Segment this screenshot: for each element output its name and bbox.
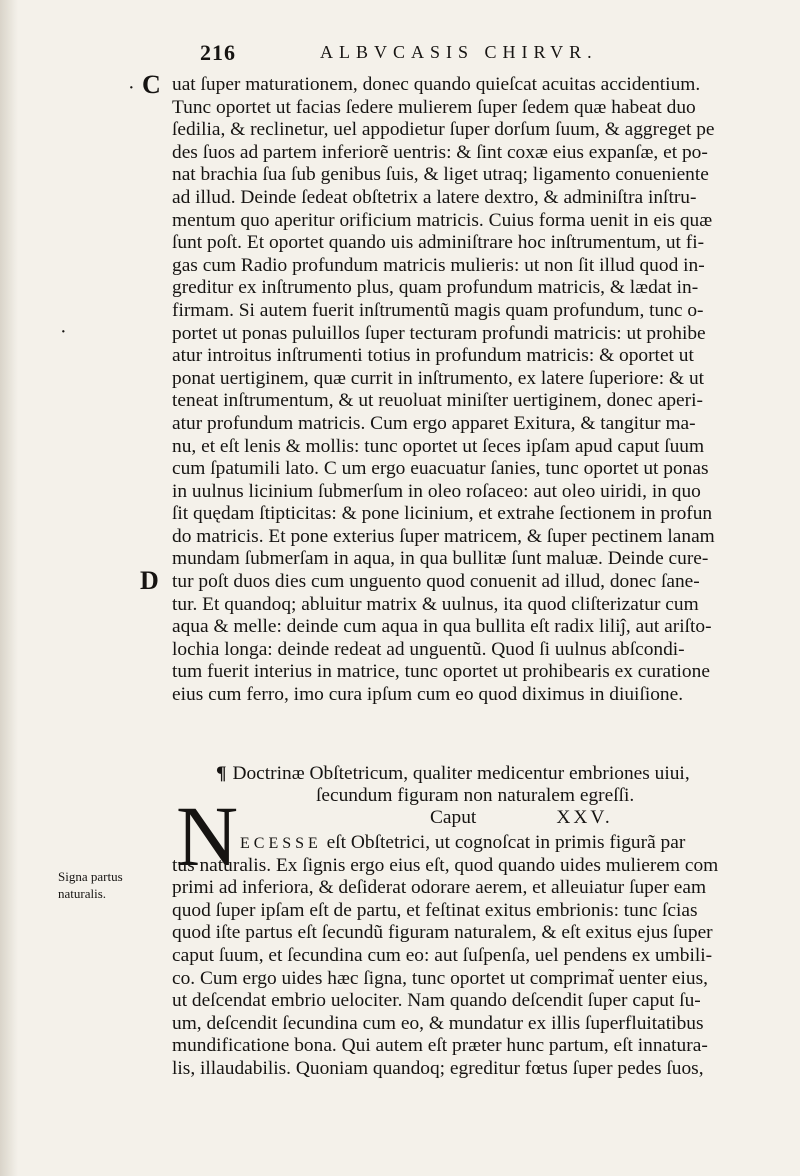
text-line: firmam. Si autem fuerit inſtrumentũ magis quam profundum, tunc o- [172,299,704,321]
text-line: cum ſpatumili lato. C um ergo euacuatur ſanies, tunc oportet ut ponas [172,458,709,480]
text-line: um, deſcendit ſecundina cum eo, & mundatur ex illis ſuperfluitatibus [172,1012,704,1034]
text-line: quod iſte partus eſt ſecundũ figuram naturalem, & eſt exitus ejus ſuper [172,922,713,944]
margin-dot: · [128,77,135,99]
caput-line [172,807,792,829]
text-line: co. Cum ergo uides hæc ſigna, tunc oportet ut comprimat̃ uenter eius, [172,967,708,989]
text-line: ut deſcendat embrio uelociter. Nam quando deſcendit ſuper caput ſu- [172,990,701,1012]
text-line: lis, illaudabilis. Quoniam quandoq; egreditur fœtus ſuper pedes ſuos, [172,1057,704,1079]
body-text [172,74,792,707]
text-line: ſedilia, & reclinetur, uel appodietur ſuper dorſum ſuum, & aggreget pe [172,119,715,141]
text-line: portet ut ponas puluillos ſuper tecturam profundi matricis: ut prohibe [172,322,706,344]
text-line: teneat inſtrumentum, & ut reuoluat miniſter uertiginem, donec aperi- [172,390,703,412]
chapter-text [172,832,792,1081]
text-line: aqua & melle: deinde cum aqua in qua bullita eſt radix liliĵ, aut ariſto- [172,616,712,638]
text-line: mentum quo aperitur orificium matricis. Cuius forma uenit in eis quæ [172,209,713,231]
caput-number: XXV. [556,807,613,828]
text-line: uat ſuper maturationem, donec quando quieſcat acuitas accidentium. [172,74,701,95]
text-line: ponat uertiginem, quæ currit in inſtrumento, ex latere ſuperiore: & ut [172,367,705,389]
drop-cap: N [176,788,239,884]
text-line: caput ſuum, et ſecundina cum eo: aut ſuſpenſa, uel pendens ex umbili- [172,944,713,966]
text-line: ſit quędam ſtipticitas: & pone licinium, et extrahe ſectionem in profun [172,503,713,525]
running-title: ALBVCASIS CHIRVR. [320,42,598,62]
text-line: ad illud. Deinde ſedeat obſtetrix a latere dextro, & adminiſtra inſtru- [172,186,697,208]
chapter-first-line: ECESSE eſt Obſtetrici, ut cognoſcat in primis figurã par [240,832,686,853]
text-line: nu, et eſt lenis & mollis: tunc oportet ut ſeces ipſam apud caput ſuum [172,435,705,457]
text-line: nat brachia ſua ſub genibus ſuis, & liget utraq; ligamento conueniente [172,164,709,186]
page-header [200,40,790,70]
first-word: ECESSE [240,835,322,852]
text-line: do matricis. Et pone exterius ſuper matricem, & ſuper pectinem lanam [172,525,715,547]
heading-line-1: ¶ Doctrinæ Obſtetricum, qualiter medicentur embriones uiui, [216,763,690,784]
folio-number: 216 [200,40,236,65]
text-line: greditur ex inſtrumento plus, quam profundum matricis, & lædat in- [172,277,699,299]
caput-label: Caput [430,807,477,828]
text-line: in uulnus licinium ſubmerſum in oleo roſaceo: aut oleo uiridi, in quo [172,480,701,502]
page-gutter-shadow [0,0,18,1176]
text-line: mundificatione bona. Qui autem eſt præter hunc partum, eſt innatura- [172,1035,708,1057]
heading-line-2: ſecundum figuram non naturalem egreſſi. [316,785,635,806]
chapter-heading [172,763,792,829]
text-line: Tunc oportet ut facias ſedere mulierem ſuper ſedem quæ habeat duo [172,96,696,118]
text-line: atur introitus inſtrumenti totius in profundum matricis: & oportet ut [172,345,694,367]
text-line: tur poſt duos dies cum unguento quod conuenit ad illud, donec ſane- [172,571,700,593]
pilcrow-icon: ¶ [216,763,227,784]
text-line: mundam ſubmerſam in aqua, in qua bullitæ ſunt maluæ. Deinde cure- [172,548,709,570]
text-line: tum fuerit interius in matrice, tunc oportet ut prohibearis ex curatione [172,661,710,683]
margin-letter-d: D [140,566,159,595]
text-line: lochia longa: deinde redeat ad unguentũ. Quod ſi uulnus abſcondi- [172,638,685,660]
text-line: gas cum Radio profundum matricis mulieris: ut non ſit illud quod in- [172,254,705,276]
text-line: eius cum ferro, imo cura ipſum cum eo quod diximus in diuiſione. [172,684,684,706]
text-line: quod ſuper ipſam eſt de partu, et feſtinat exitus embrionis: tunc ſcias [172,899,698,921]
text-line: ſunt poſt. Et oportet quando uis adminiſtrare hoc inſtrumentum, ut fi- [172,232,705,254]
text-line: atur profundum matricis. Cum ergo apparet Exitura, & tangitur ma- [172,412,696,434]
margin-dot: · [60,321,67,343]
text-line: des ſuos ad partem inferiorẽ uentris: & ſint coxæ eius expanſæ, et po- [172,141,708,163]
margin-letter-c: C [142,70,161,99]
marginal-note: Signa partus naturalis. [58,869,123,901]
text-line: tus naturalis. Ex ſignis ergo eius eſt, quod quando uides mulierem com [172,854,719,876]
text-line: tur. Et quandoq; abluitur matrix & uulnus, ita quod cliſterizatur cum [172,593,699,615]
text-line: primi ad inferiora, & deſiderat odorare aerem, et alleuiatur ſuper eam [172,877,707,899]
